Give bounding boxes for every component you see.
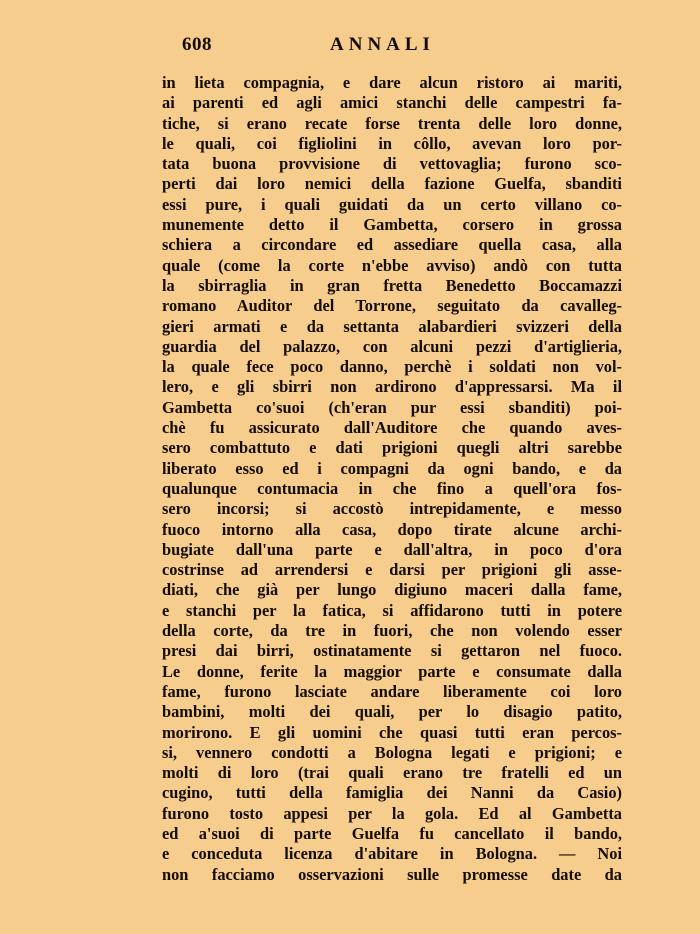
text-line: essi pure, i quali guidati da un certo villano co- [162,194,622,214]
text-line: chè fu assicurato dall'Auditore che quando aves- [162,418,622,438]
page-header [162,34,622,58]
text-line: bambini, molti dei quali, per lo disagio patito, [162,702,622,722]
text-line: lero, e gli sbirri non ardirono d'appressarsi. Ma il [162,377,622,397]
text-line: Le donne, ferite la maggior parte e consumate dalla [162,661,622,681]
text-line: della corte, da tre in fuori, che non volendo esser [162,621,622,641]
text-line: ai parenti ed agli amici stanchi delle campestri fa- [162,93,622,113]
body-text [162,73,622,885]
text-line: costrinse ad arrendersi e darsi per prigioni gli asse- [162,560,622,580]
text-line: ed a'suoi di parte Guelfa fu cancellato il bando, [162,823,622,843]
text-line: bugiate dall'una parte e dall'altra, in poco d'ora [162,539,622,559]
text-line: morirono. E gli uomini che quasi tutti eran percos- [162,722,622,742]
running-title: ANNALI [330,34,435,55]
text-line: presi dai birri, ostinatamente si gettaron nel fuoco. [162,641,622,661]
text-line: la sbirraglia in gran fretta Benedetto Boccamazzi [162,275,622,295]
text-line: non facciamo osservazioni sulle promesse date da [162,864,622,884]
text-line: sero combattuto e dati prigioni quegli altri sarebbe [162,438,622,458]
text-line: la quale fece poco danno, perchè i soldati non vol- [162,357,622,377]
text-line: qualunque contumacia in che fino a quell'ora fos- [162,478,622,498]
text-line: diati, che già per lungo digiuno maceri dalla fame, [162,580,622,600]
text-line: schiera a circondare ed assediare quella casa, alla [162,235,622,255]
text-line: e stanchi per la fatica, si affidarono tutti in potere [162,600,622,620]
text-line: furono tosto appesi per la gola. Ed al Gambetta [162,803,622,823]
text-line: romano Auditor del Torrone, seguitato da cavalleg- [162,296,622,316]
text-line: guardia del palazzo, con alcuni pezzi d'artiglieria, [162,336,622,356]
text-line: munemente detto il Gambetta, corsero in grossa [162,215,622,235]
text-line: fuoco intorno alla casa, dopo tirate alcune archi- [162,519,622,539]
text-line: liberato esso ed i compagni da ogni bando, e da [162,458,622,478]
page-number: 608 [182,34,212,55]
text-line: e conceduta licenza d'abitare in Bologna. — Noi [162,844,622,864]
text-line: Gambetta co'suoi (ch'eran pur essi sbanditi) poi- [162,397,622,417]
text-line: le quali, coi figliolini in côllo, avevan loro por- [162,133,622,153]
text-line: gieri armati e da settanta alabardieri svizzeri della [162,316,622,336]
text-line: in lieta compagnia, e dare alcun ristoro ai mariti, [162,73,622,92]
text-line: sero incorsi; si accostò intrepidamente, e messo [162,499,622,519]
text-line: tata buona provvisione di vettovaglia; furono sco- [162,154,622,174]
text-line: si, vennero condotti a Bologna legati e prigioni; e [162,742,622,762]
text-line: perti dai loro nemici della fazione Guelfa, sbanditi [162,174,622,194]
text-line: molti di loro (trai quali erano tre fratelli ed un [162,763,622,783]
text-line: quale (come la corte n'ebbe avviso) andò con tutta [162,255,622,275]
text-line: cugino, tutti della famiglia dei Nanni da Casio) [162,783,622,803]
text-line: fame, furono lasciate andare liberamente coi loro [162,681,622,701]
text-line: tiche, si erano recate forse trenta delle loro donne, [162,113,622,133]
